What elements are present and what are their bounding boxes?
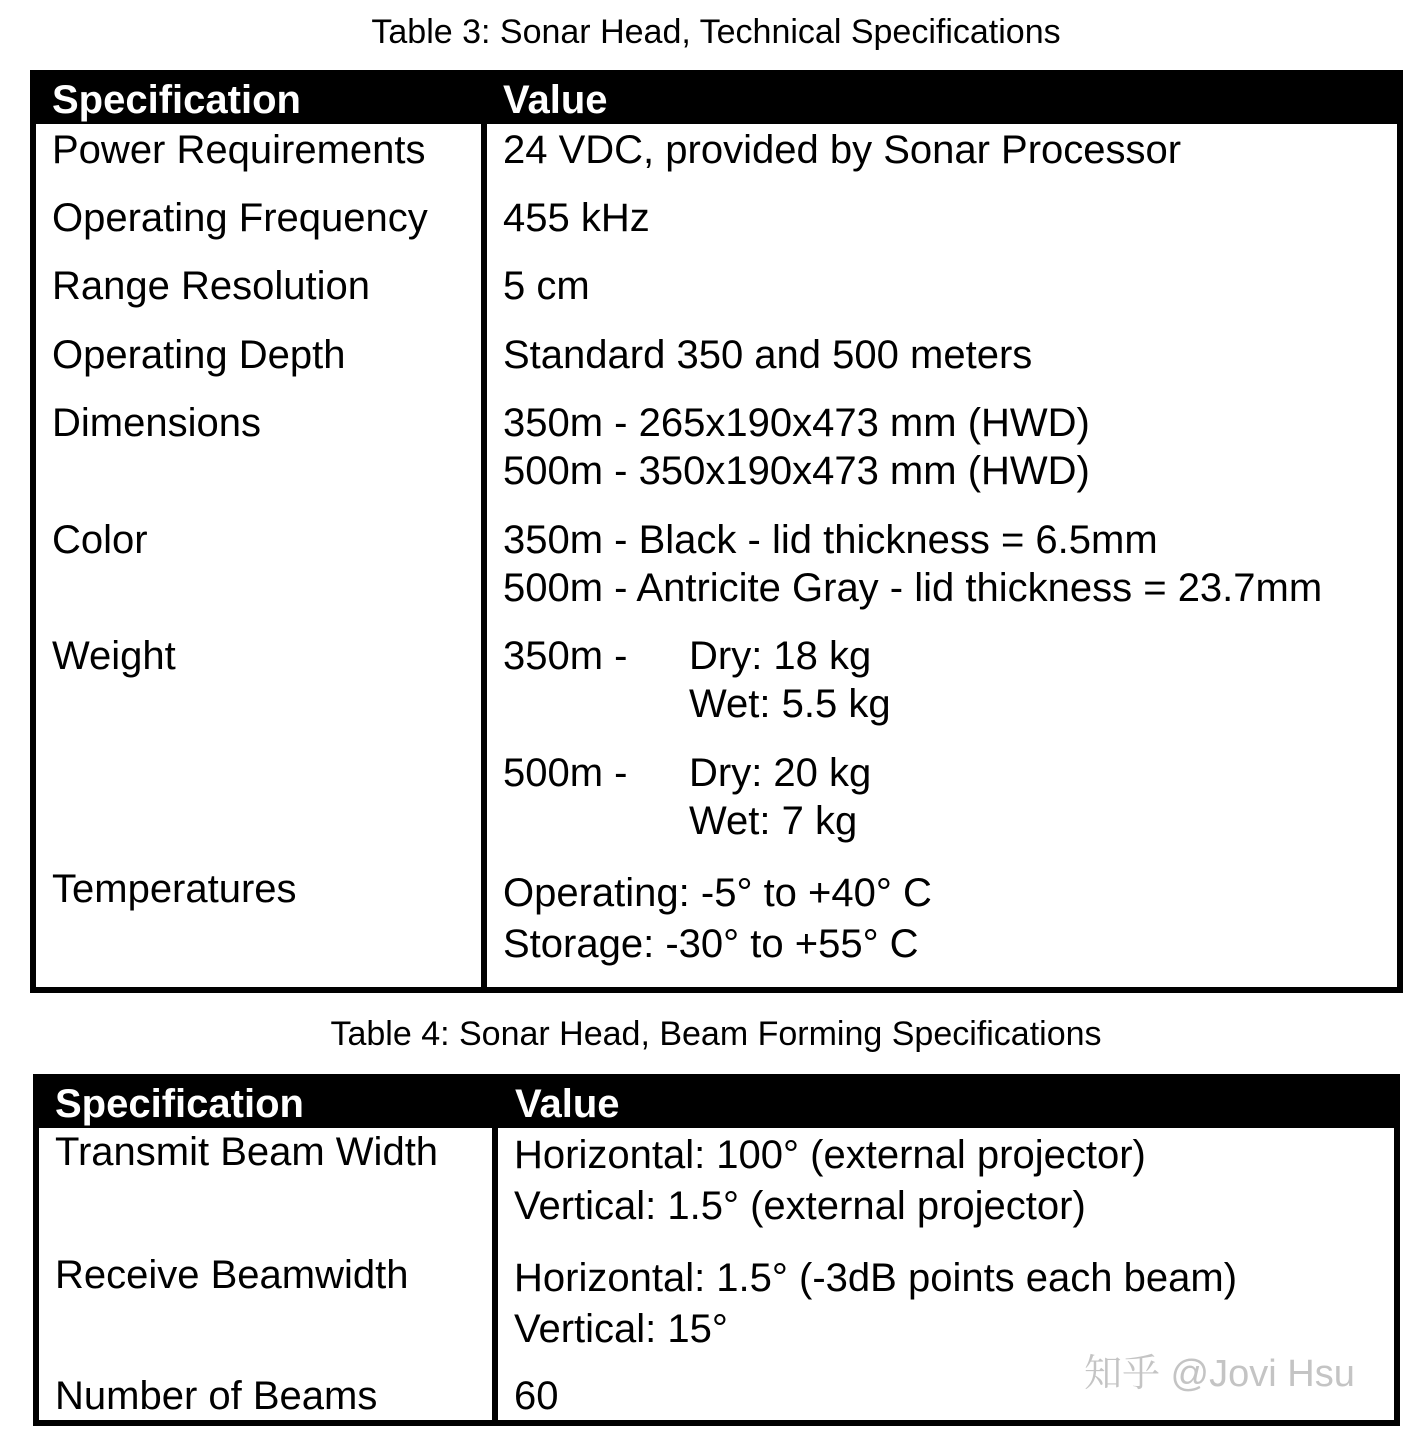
spec-receive: Receive Beamwidth [55, 1253, 409, 1297]
table4-header-value: Value [515, 1082, 620, 1126]
table3 [30, 70, 1403, 993]
value-resolution: 5 cm [503, 264, 590, 308]
value-dimensions-350: 350m - 265x190x473 mm (HWD) [503, 401, 1090, 445]
spec-temperatures: Temperatures [52, 867, 297, 911]
weight-500-wet: Wet: 7 kg [689, 799, 858, 843]
table3-header-specification: Specification [52, 78, 301, 122]
table3-header-value: Value [503, 78, 608, 122]
spec-beams: Number of Beams [55, 1374, 378, 1418]
spec-transmit: Transmit Beam Width [55, 1130, 439, 1174]
value-dimensions-500: 500m - 350x190x473 mm (HWD) [503, 449, 1090, 493]
weight-500-label: 500m - [503, 751, 628, 795]
weight-500-block [503, 749, 1303, 849]
value-beams: 60 [514, 1374, 559, 1418]
table4-spec-column [39, 1128, 492, 1420]
spec-frequency: Operating Frequency [52, 196, 428, 240]
value-depth: Standard 350 and 500 meters [503, 333, 1033, 377]
weight-350-dry: Dry: 18 kg [689, 634, 872, 678]
value-temp-storage: Storage: -30° to +55° C [503, 922, 919, 966]
weight-350-wet: Wet: 5.5 kg [689, 682, 891, 726]
spec-depth: Operating Depth [52, 333, 346, 377]
value-frequency: 455 kHz [503, 196, 650, 240]
table3-spec-column [36, 124, 481, 987]
value-receive-vertical: Vertical: 15° [514, 1307, 728, 1351]
value-color-350: 350m - Black - lid thickness = 6.5mm [503, 518, 1158, 562]
value-transmit-horizontal: Horizontal: 100° (external projector) [514, 1133, 1146, 1177]
spec-resolution: Range Resolution [52, 264, 370, 308]
table3-caption: Table 3: Sonar Head, Technical Specifications [371, 13, 1061, 51]
weight-350-label: 350m - [503, 634, 628, 678]
weight-350-block [503, 632, 1303, 732]
table4-header-specification: Specification [55, 1082, 304, 1126]
spec-dimensions: Dimensions [52, 401, 261, 445]
value-transmit-vertical: Vertical: 1.5° (external projector) [514, 1184, 1086, 1228]
value-power: 24 VDC, provided by Sonar Processor [503, 128, 1182, 172]
table4-caption: Table 4: Sonar Head, Beam Forming Specifications [330, 1015, 1102, 1053]
spec-weight: Weight [52, 634, 176, 678]
value-temp-operating: Operating: -5° to +40° C [503, 871, 932, 915]
value-color-500: 500m - Antricite Gray - lid thickness = 23.7mm [503, 566, 1323, 610]
watermark: 知乎 @Jovi Hsu [1084, 1353, 1355, 1395]
weight-500-dry: Dry: 20 kg [689, 751, 872, 795]
value-receive-horizontal: Horizontal: 1.5° (-3dB points each beam) [514, 1256, 1238, 1300]
spec-color: Color [52, 518, 148, 562]
spec-power: Power Requirements [52, 128, 426, 172]
table3-value-column [487, 124, 1397, 987]
